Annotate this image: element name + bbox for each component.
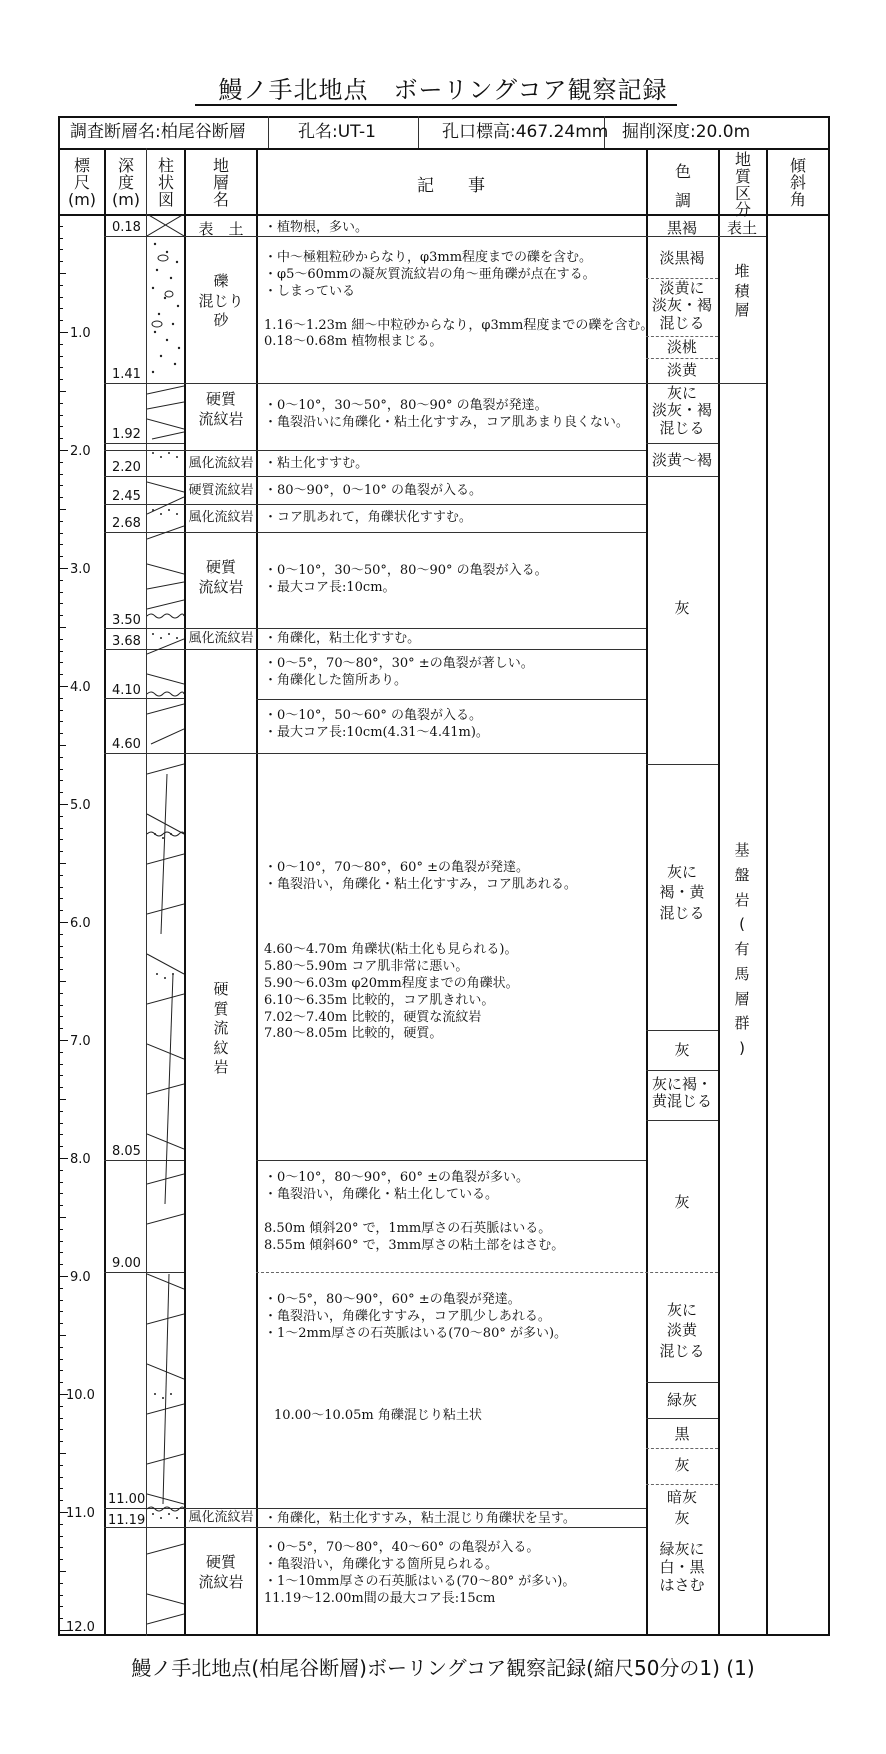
info-divider — [268, 116, 269, 148]
scale-tick — [58, 1595, 63, 1596]
color-value: 灰 — [674, 1509, 690, 1527]
depth-label: 3.50 — [112, 613, 141, 628]
scale-tick — [58, 1300, 63, 1301]
scale-tick — [58, 1453, 66, 1454]
color-value: 灰に 褐・黄 混じる — [659, 863, 705, 922]
scale-tick — [58, 1028, 63, 1029]
scale-tick — [58, 509, 66, 510]
scale-tick — [58, 1111, 63, 1112]
scale-tick — [58, 1205, 63, 1206]
desc-block: ・0～10°，30～50°，80～90° の亀裂が入る。 ・最大コア長:10cm。 — [264, 563, 548, 595]
scale-tick — [58, 497, 63, 498]
scale-tick — [58, 1547, 63, 1548]
scale-tick — [58, 1311, 63, 1312]
scale-tick — [58, 273, 66, 274]
color-value: 灰に 淡黄 混じる — [659, 1301, 705, 1360]
desc-block: ・0～10°，30～50°，80～90° の亀裂が発達。 ・亀裂沿いに角礫化・粘土化すすみ，コア肌あまり良くない。 — [264, 398, 629, 430]
scale-tick — [58, 1217, 66, 1218]
scale-label: 3.0 — [70, 562, 91, 577]
scale-tick — [58, 662, 63, 663]
scale-tick — [58, 320, 63, 321]
scale-tick — [58, 332, 68, 333]
scale-tick — [58, 533, 63, 534]
desc-block: ・0～10°，50～60° の亀裂が入る。 ・最大コア長:10cm(4.31～4.41m)。 — [264, 708, 489, 740]
layer-hard-rhyolite: 硬質 流紋岩 — [198, 390, 244, 428]
color-value: 黒褐 — [666, 219, 697, 237]
scale-tick — [58, 1252, 63, 1253]
scale-tick — [58, 485, 63, 486]
depth-label: 4.10 — [112, 683, 141, 698]
scale-tick — [58, 1488, 63, 1489]
scale-tick — [58, 261, 63, 262]
scale-tick — [58, 1040, 68, 1041]
boundary-line — [104, 476, 646, 477]
desc-block: ・コア肌あれて，角礫状化すすむ。 — [264, 510, 472, 525]
scale-tick — [58, 450, 68, 451]
scale-tick — [58, 1075, 63, 1076]
boundary-line — [104, 450, 646, 451]
desc-block: 4.60～4.70m 角礫状(粘土化も見られる)。 5.80～5.90m コア肌非常に悪い。 5.90～6.03m φ20mm程度までの角礫状。 6.10～6.35m 比較的，コア肌きれい。 7.02～7.40m 比較的，硬質な流紋岩 7.80～8.05m 比較的，硬質。 — [264, 942, 519, 1042]
scale-tick — [58, 249, 63, 250]
color-divider — [646, 764, 718, 765]
desc-block: ・角礫化，粘土化すすむ。 — [264, 631, 421, 646]
scale-tick — [58, 403, 63, 404]
scale-tick — [58, 1229, 63, 1230]
color-divider — [646, 1030, 718, 1031]
desc-block: ・80～90°，0～10° の亀裂が入る。 — [264, 483, 483, 498]
scale-tick — [58, 875, 63, 876]
color-divider — [646, 476, 718, 477]
scale-tick — [58, 1465, 63, 1466]
col-divider — [104, 148, 106, 1636]
color-value: 淡桃 — [666, 338, 697, 356]
color-divider — [646, 1484, 718, 1485]
scale-tick — [58, 839, 63, 840]
scale-tick — [58, 1500, 63, 1501]
info-row-border — [58, 148, 830, 150]
boundary-line — [256, 1160, 646, 1161]
scale-tick — [58, 710, 63, 711]
boundary-line — [104, 504, 646, 505]
depth-label: 1.92 — [112, 427, 141, 442]
boundary-line — [104, 532, 646, 533]
scale-label: 5.0 — [70, 798, 91, 813]
color-value: 灰に褐・ 黄混じる — [651, 1075, 712, 1111]
class-topsoil: 表土 — [726, 219, 757, 237]
scale-tick — [58, 1583, 63, 1584]
scale-tick — [58, 521, 63, 522]
scale-tick — [58, 603, 63, 604]
color-divider — [646, 443, 718, 444]
scale-tick — [58, 1193, 63, 1194]
boundary-line — [104, 649, 646, 650]
scale-tick — [58, 379, 63, 380]
scale-tick — [58, 910, 63, 911]
scale-tick — [58, 568, 68, 569]
scale-tick — [58, 1536, 63, 1537]
scale-tick — [58, 651, 63, 652]
boundary-line — [104, 753, 646, 754]
color-divider — [646, 1448, 718, 1449]
layer-hard-rhyolite-main: 硬 質 流 紋 岩 — [213, 980, 229, 1076]
class-bedrock: 基 盤 岩 ( 有 馬 層 群 ) — [734, 841, 750, 1057]
scale-tick — [58, 1370, 63, 1371]
scale-tick — [58, 1146, 63, 1147]
color-value: 淡黄に 淡灰・褐 混じる — [651, 279, 712, 332]
color-value: 淡黄 — [666, 361, 697, 379]
depth-label: 2.45 — [112, 489, 141, 504]
depth-label: 11.00 — [108, 1492, 146, 1507]
scale-tick — [58, 462, 63, 463]
layer-weathered-rhyolite: 風化流紋岩 — [188, 631, 254, 646]
scale-tick — [58, 698, 63, 699]
boundary-line — [104, 1508, 646, 1509]
columnar-section — [147, 214, 184, 1636]
header-description: 記 事 — [417, 176, 485, 196]
scale-tick — [58, 1441, 63, 1442]
layer-hard-rhyolite: 硬質 流紋岩 — [198, 1553, 244, 1591]
scale-tick — [58, 1323, 63, 1324]
class-divider — [718, 383, 766, 384]
scale-tick — [58, 1606, 63, 1607]
scale-tick — [58, 1335, 66, 1336]
scale-tick — [58, 285, 63, 286]
scale-tick — [58, 415, 63, 416]
scale-tick — [58, 1382, 63, 1383]
desc-block: ・0～5°，70～80°，40～60° の亀裂が入る。 ・亀裂沿い，角礫化する箇所見られる。 ・1～10mm厚さの石英脈はいる(70～80° が多い)。 11.19～12.00m間の最大コア長:15cm — [264, 1540, 576, 1606]
scale-tick — [58, 1241, 63, 1242]
scale-tick — [58, 238, 63, 239]
scale-tick — [58, 297, 63, 298]
scale-tick — [58, 639, 63, 640]
scale-tick — [58, 816, 63, 817]
scale-tick — [58, 934, 63, 935]
color-value: 緑灰に 白・黒 はさむ — [659, 1540, 705, 1594]
scale-tick — [58, 1429, 63, 1430]
depth-label: 8.05 — [112, 1144, 141, 1159]
color-value: 灰 — [674, 1456, 690, 1474]
desc-block: ・角礫化，粘土化すすみ，粘土混じり角礫状を呈す。 — [264, 1511, 576, 1526]
scale-tick — [58, 214, 68, 215]
depth-label: 11.19 — [108, 1513, 146, 1528]
scale-tick — [58, 474, 63, 475]
color-value: 緑灰 — [666, 1391, 697, 1409]
scale-tick — [58, 981, 66, 982]
scale-tick — [58, 226, 63, 227]
color-value: 暗灰 — [666, 1488, 697, 1506]
scale-tick — [58, 438, 63, 439]
scale-label: 8.0 — [70, 1152, 91, 1167]
scale-tick — [58, 1016, 63, 1017]
scale-tick — [58, 1288, 63, 1289]
color-value: 灰 — [674, 1193, 690, 1211]
depth-label: 1.41 — [112, 367, 141, 382]
scale-tick — [58, 1571, 66, 1572]
scale-tick — [58, 1123, 63, 1124]
scale-tick — [58, 426, 63, 427]
col-divider — [184, 148, 186, 1636]
desc-block: ・0～10°，70～80°，60° ±の亀裂が発達。 ・亀裂沿い，角礫化・粘土化すすみ，コア肌あれる。 — [264, 860, 577, 892]
scale-label: 11.0 — [66, 1506, 95, 1521]
color-divider — [646, 1418, 718, 1419]
depth-label: 3.68 — [112, 634, 141, 649]
color-divider — [646, 1070, 718, 1071]
scale-tick — [58, 615, 63, 616]
desc-block: ・0～5°，70～80°，30° ±の亀裂が著しい。 ・角礫化した箇所あり。 — [264, 656, 534, 688]
depth-label: 2.68 — [112, 516, 141, 531]
header-layer: 地 層 名 — [212, 156, 229, 209]
page-title: 鰻ノ手北地点 ボーリングコア観察記録 — [218, 76, 668, 104]
scale-tick — [58, 627, 66, 628]
scale-tick — [58, 1099, 66, 1100]
depth-label: 2.20 — [112, 460, 141, 475]
scale-tick — [58, 344, 63, 345]
scale-tick — [58, 1418, 63, 1419]
scale-label: 4.0 — [70, 680, 91, 695]
boundary-line — [256, 699, 646, 700]
color-value: 灰に 淡灰・褐 混じる — [651, 384, 712, 437]
header-class: 地 質 区 分 — [734, 150, 751, 220]
scale-tick — [58, 769, 63, 770]
scale-tick — [58, 957, 63, 958]
scale-tick — [58, 1559, 63, 1560]
hole-elevation: 孔口標高:467.24mm — [442, 122, 609, 142]
scale-tick — [58, 1087, 63, 1088]
scale-tick — [58, 1134, 63, 1135]
layer-topsoil: 表 土 — [198, 220, 244, 238]
boundary-line — [104, 383, 646, 384]
scale-tick — [58, 1052, 63, 1053]
col-divider — [256, 148, 258, 1636]
header-column: 柱 状 図 — [157, 156, 174, 209]
scale-tick — [58, 1264, 63, 1265]
color-divider — [646, 358, 718, 359]
color-value: 黒 — [674, 1425, 690, 1443]
color-value: 淡黄～褐 — [651, 451, 712, 469]
boundary-dashed-line — [256, 1272, 718, 1273]
scale-label: 2.0 — [70, 444, 91, 459]
depth-label: 0.18 — [112, 220, 141, 235]
scale-tick — [58, 887, 63, 888]
layer-hard-rhyolite: 硬質 流紋岩 — [198, 558, 244, 596]
depth-label: 4.60 — [112, 737, 141, 752]
scale-label: 1.0 — [70, 326, 91, 341]
scale-tick — [58, 1406, 63, 1407]
scale-tick — [58, 922, 68, 923]
scale-label: 6.0 — [70, 916, 91, 931]
depth-label: 9.00 — [112, 1256, 141, 1271]
header-color: 色 調 — [674, 162, 691, 210]
class-sediment: 堆 積 層 — [734, 262, 750, 319]
fault-name: 調査断層名:柏尾谷断層 — [70, 122, 246, 142]
scale-tick — [58, 1618, 63, 1619]
scale-tick — [58, 1477, 63, 1478]
color-value: 灰 — [674, 599, 690, 617]
scale-label: 12.0 — [66, 1620, 95, 1635]
color-divider — [646, 1382, 718, 1383]
desc-block: 10.00～10.05m 角礫混じり粘土状 — [274, 1408, 482, 1423]
scale-tick — [58, 898, 63, 899]
scale-tick — [58, 828, 63, 829]
scale-tick — [58, 1182, 63, 1183]
title-underline — [195, 104, 677, 106]
layer-hard-rhyolite: 硬質流紋岩 — [188, 483, 254, 498]
scale-tick — [58, 1276, 68, 1277]
scale-tick — [58, 757, 63, 758]
figure-caption: 鰻ノ手北地点(柏尾谷断層)ボーリングコア観察記録(縮尺50分の1) (1) — [131, 1656, 755, 1680]
scale-tick — [58, 1170, 63, 1171]
scale-label: 10.0 — [66, 1388, 95, 1403]
layer-weathered-rhyolite: 風化流紋岩 — [188, 1510, 254, 1525]
scale-tick — [58, 580, 63, 581]
scale-tick — [58, 391, 66, 392]
layer-weathered-rhyolite: 風化流紋岩 — [188, 456, 254, 471]
desc-block: ・0～5°，80～90°，60° ±の亀裂が発達。 ・亀裂沿い，角礫化すすみ，コア肌少しあれる。 ・1～2mm厚さの石英脈はいる(70～80° が多い)。 — [264, 1292, 568, 1341]
scale-tick — [58, 544, 63, 545]
desc-block: ・粘土化すすむ。 — [264, 456, 369, 471]
scale-tick — [58, 308, 63, 309]
scale-tick — [58, 969, 63, 970]
header-scale: 標 尺 (m) — [67, 156, 97, 209]
boundary-line — [104, 1527, 646, 1528]
drill-depth: 掘削深度:20.0m — [622, 122, 751, 142]
header-dip: 傾 斜 角 — [789, 156, 806, 209]
scale-tick — [58, 1524, 63, 1525]
scale-tick — [58, 556, 63, 557]
header-depth: 深 度 (m) — [111, 156, 141, 209]
scale-tick — [58, 946, 63, 947]
scale-tick — [58, 356, 63, 357]
col-divider — [766, 148, 768, 1636]
scale-tick — [58, 674, 63, 675]
scale-tick — [58, 993, 63, 994]
boundary-line — [104, 628, 646, 629]
scale-tick — [58, 592, 63, 593]
scale-tick — [58, 780, 63, 781]
scale-label: 9.0 — [70, 1270, 91, 1285]
scale-tick — [58, 1347, 63, 1348]
desc-block: ・植物根，多い。 — [264, 220, 369, 235]
layer-gravelly-sand: 礫 混じり 砂 — [198, 272, 244, 329]
hole-name: 孔名:UT-1 — [298, 122, 376, 142]
color-value: 灰 — [674, 1041, 690, 1059]
scale-tick — [58, 1005, 63, 1006]
scale-tick — [58, 804, 68, 805]
desc-block: ・中～極粗粒砂からなり，φ3mm程度までの礫を含む。 ・φ5～60mmの凝灰質流紋岩の角～亜角礫が点在する。 ・しまっている 1.16～1.23m 細～中粒砂からなり，φ3mm程度までの礫を含む。 0.18～0.68m 植物根まじる。 — [264, 250, 654, 350]
scale-tick — [58, 367, 63, 368]
scale-label: 7.0 — [70, 1034, 91, 1049]
scale-tick — [58, 792, 63, 793]
scale-tick — [58, 745, 66, 746]
scale-tick — [58, 1359, 63, 1360]
scale-tick — [58, 1158, 68, 1159]
scale-tick — [58, 863, 66, 864]
layer-weathered-rhyolite: 風化流紋岩 — [188, 510, 254, 525]
desc-block: ・0～10°，80～90°，60° ±の亀裂が多い。 ・亀裂沿い，角礫化・粘土化している。 8.50m 傾斜20° で，1mm厚さの石英脈はいる。 8.55m 傾斜60° で，3mm厚さの粘土部をはさむ。 — [264, 1170, 565, 1253]
scale-tick — [58, 851, 63, 852]
scale-tick — [58, 733, 63, 734]
color-value: 淡黒褐 — [659, 249, 705, 267]
info-divider — [418, 116, 419, 148]
scale-tick — [58, 721, 63, 722]
color-divider — [646, 1120, 718, 1121]
scale-tick — [58, 1064, 63, 1065]
scale-tick — [58, 686, 68, 687]
